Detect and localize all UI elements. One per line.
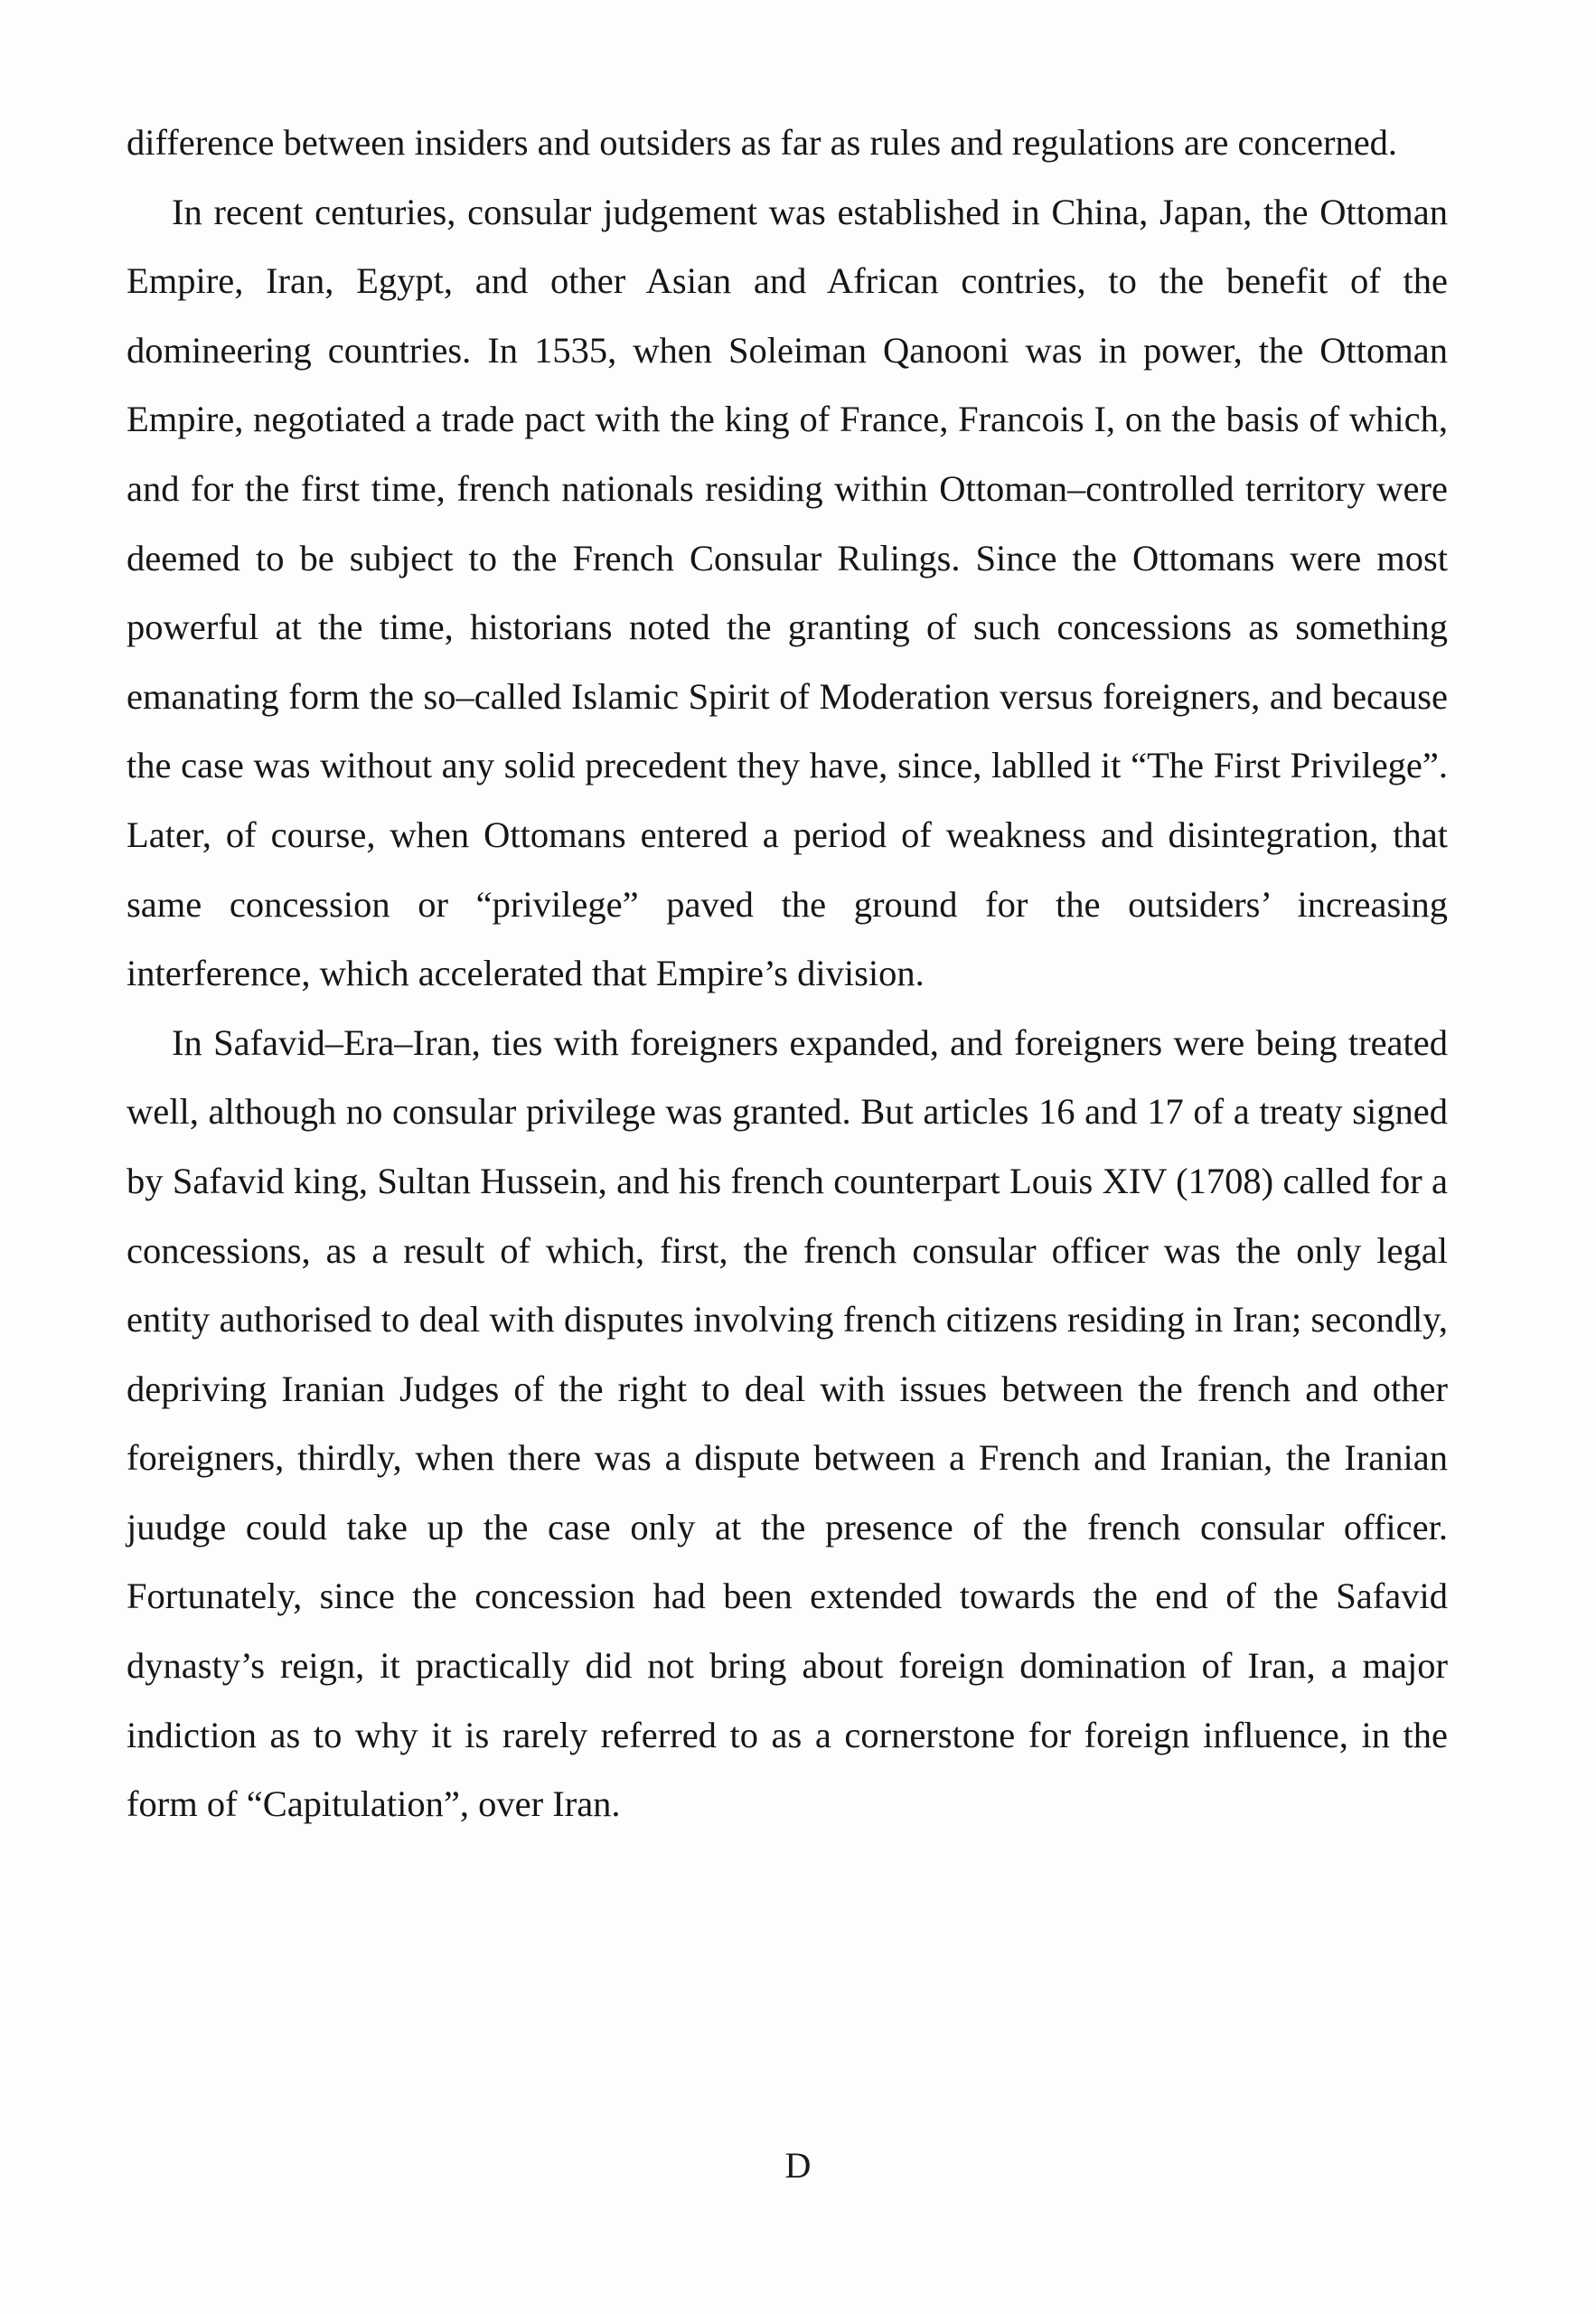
paragraph-continuation: difference between insiders and outsiders as far as rules and regulations are concerned. — [127, 122, 1398, 163]
page-folio: D — [784, 2145, 812, 2186]
paragraph-consular-judgement: In recent centuries, consular judgement was established in China, Japan, the Ottoman Empire, Iran, Egypt, and other Asian and African contries, to the benefit of the domineering countries. In 1535, when Soleiman Qanooni was in power, the Ottoman Empire, negotiated a trade pact with the king of France, Francois I, on the basis of which, and for the first time, french nationals residing within Ottoman–controlled territory were deemed to be subject to the French Consular Rulings. Since the Ottomans were most powerful at the time, historians noted the granting of such concessions as something emanating form the so–called Islamic Spirit of Moderation versus foreigners, and because the case was without any solid precedent they have, since, lablled it “The First Privilege”. Later, of course, when Ottomans entered a period of weakness and disintegration, that same concession or “privilege” paved the ground for the outsiders’ increasing interference, which accelerated that Empire’s division. — [127, 191, 1448, 994]
body-text — [127, 108, 1448, 1839]
paragraph-safavid-era: In Safavid–Era–Iran, ties with foreigners expanded, and foreigners were being treated well, although no consular privilege was granted. But articles 16 and 17 of a treaty signed by Safavid king, Sultan Hussein, and his french counterpart Louis XIV (1708) called for a concessions, as a result of which, first, the french consular officer was the only legal entity authorised to deal with disputes involving french citizens residing in Iran; secondly, depriving Iranian Judges of the right to deal with issues between the french and other foreigners, thirdly, when there was a dispute between a French and Iranian, the Iranian juudge could take up the case only at the presence of the french consular officer. Fortunately, since the concession had been extended towards the end of the Safavid dynasty’s reign, it practically did not bring about foreign domination of Iran, a major indiction as to why it is rarely referred to as a cornerstone for foreign influence, in the form of “Capitulation”, over Iran. — [127, 1021, 1448, 1825]
